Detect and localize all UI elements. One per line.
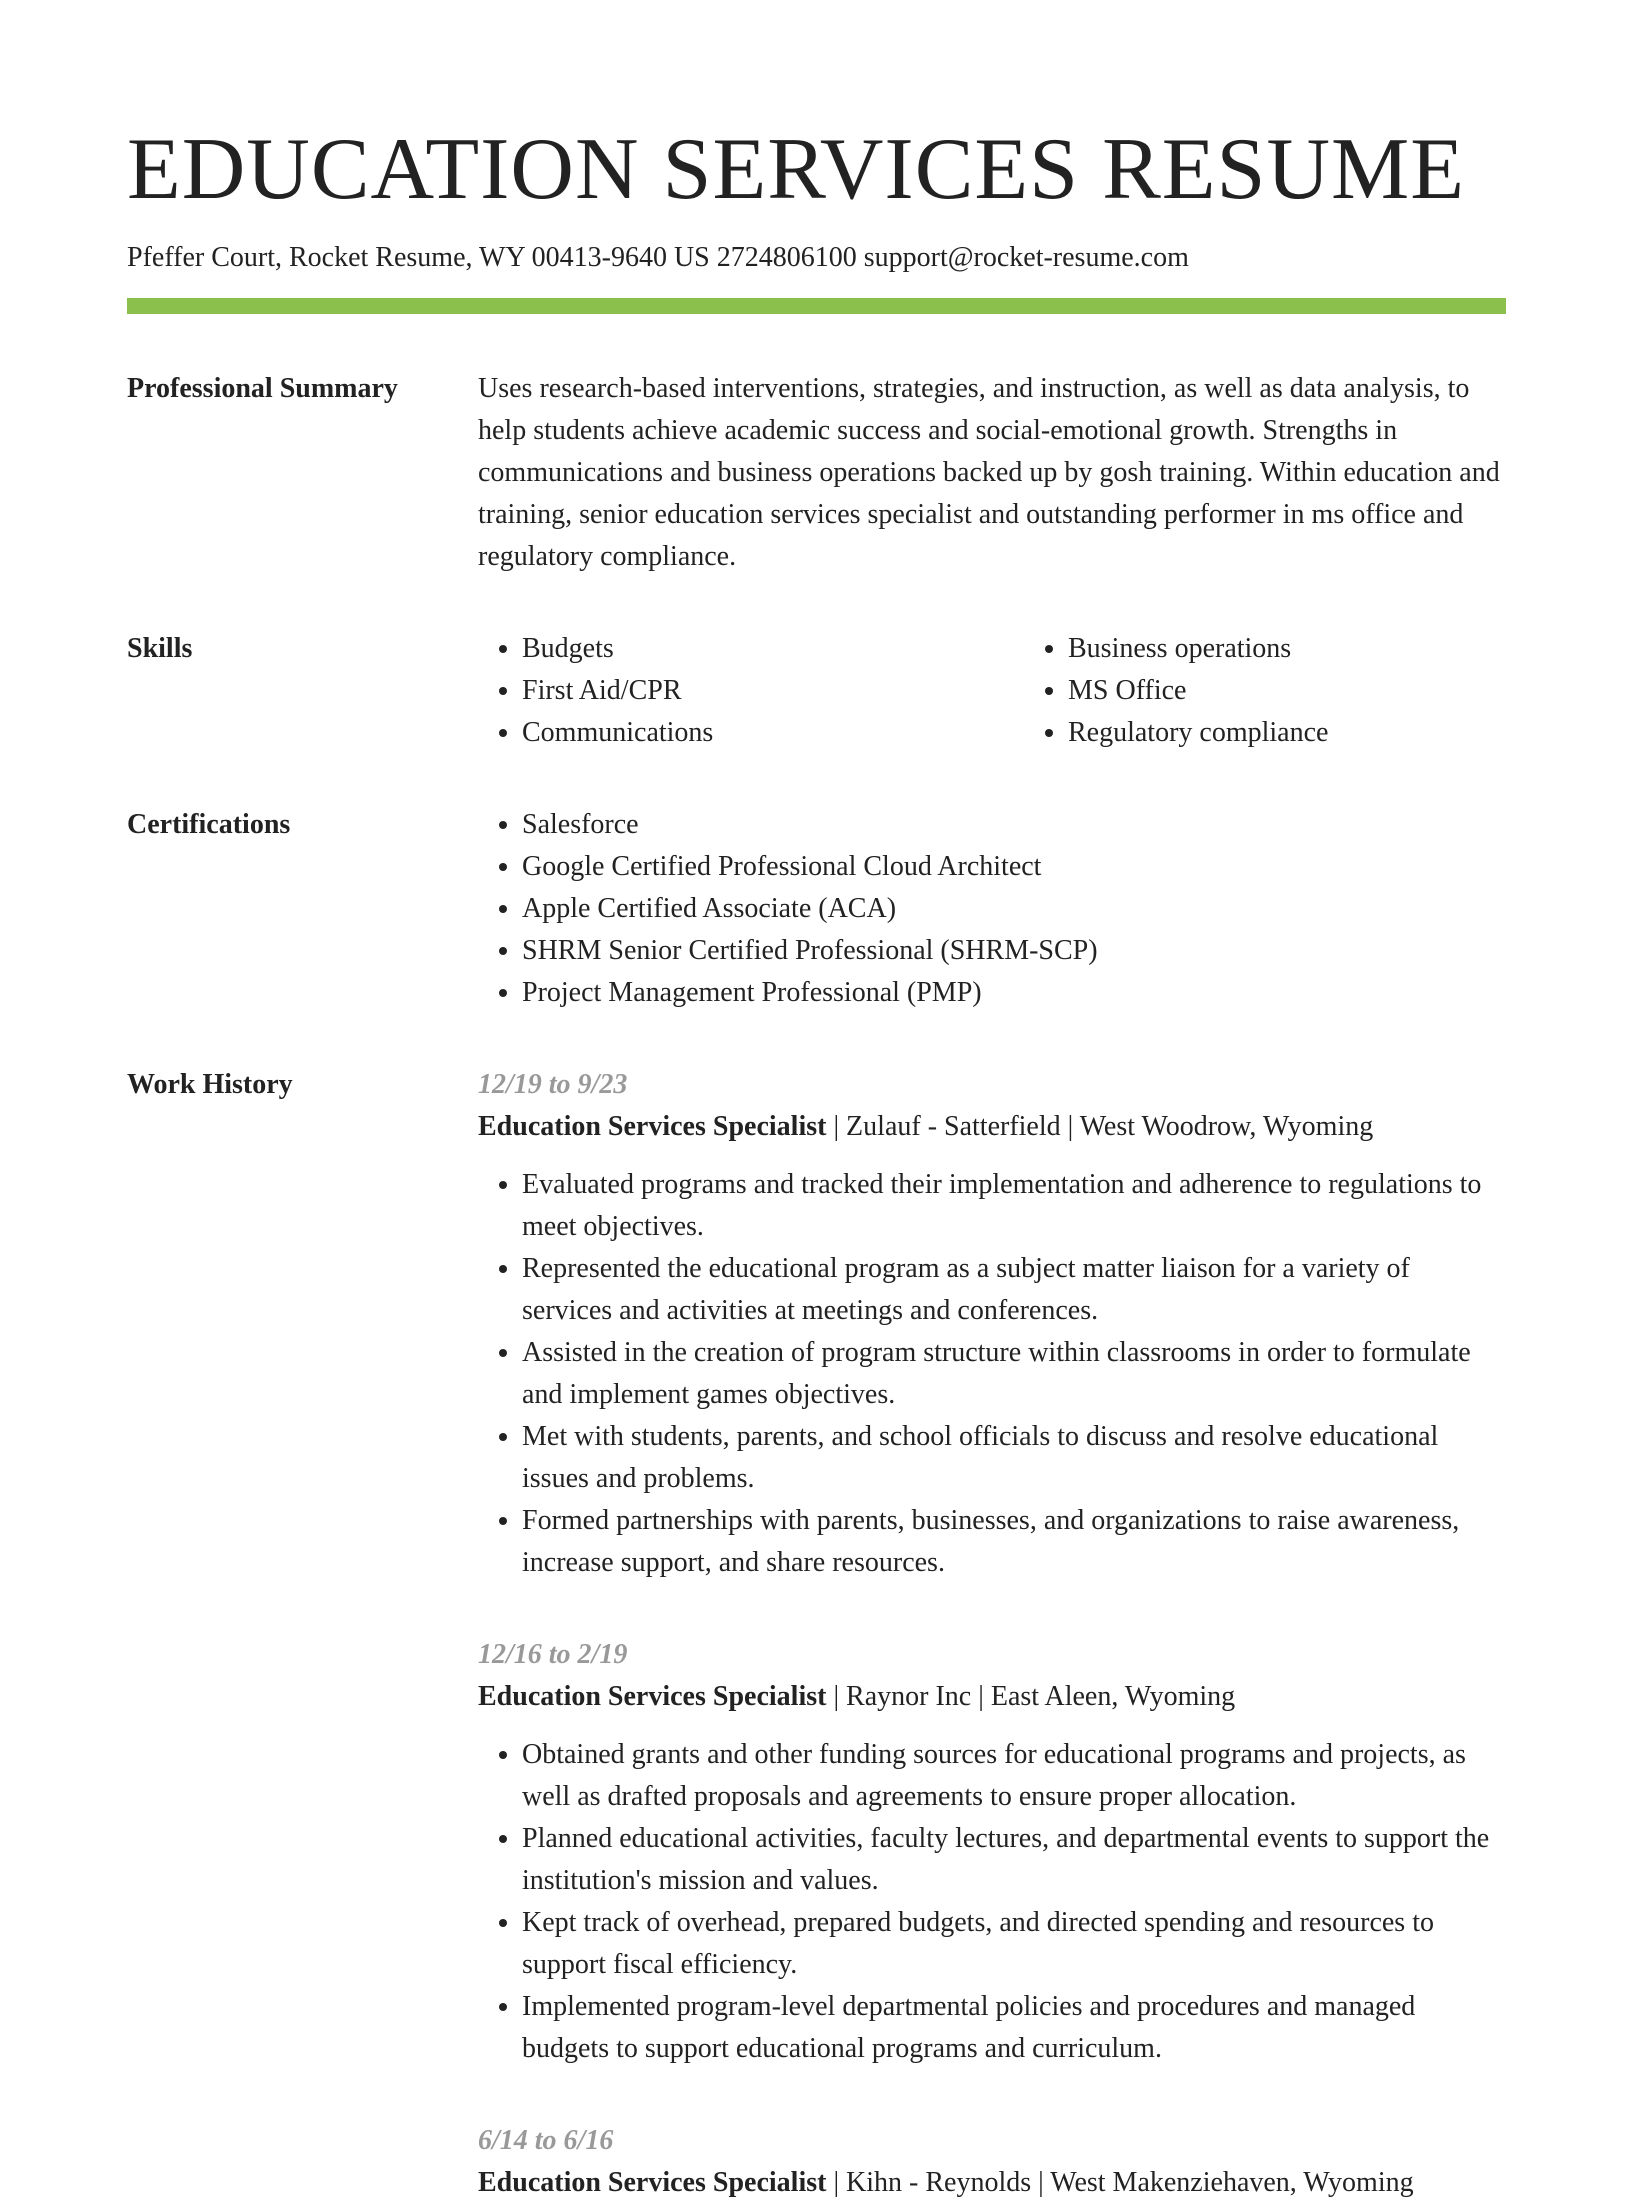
skill-item: • First Aid/CPR (522, 670, 1024, 712)
job-bullets (478, 1164, 1506, 1584)
job-heading (478, 2162, 1506, 2204)
skill-item: • Regulatory compliance (1068, 712, 1570, 754)
job-employer-location: | Zulauf - Satterfield | West Woodrow, Wyoming (826, 1111, 1374, 1142)
job-title: Education Services Specialist (478, 1681, 827, 1712)
certification-item: • Apple Certified Associate (ACA) (522, 888, 1506, 930)
section-label-certifications: Certifications (127, 809, 291, 840)
contact-line: Pfeffer Court, Rocket Resume, WY 00413-9640 US 2724806100 support@rocket-resume.com (127, 242, 1189, 273)
job-bullet: • Kept track of overhead, prepared budgets, and directed spending and resources to support fiscal efficiency. (522, 1902, 1506, 1986)
summary-section (127, 368, 1506, 578)
job-heading (478, 1676, 1506, 1718)
job-bullet: • Represented the educational program as a subject matter liaison for a variety of services and activities at meetings and conferences. (522, 1248, 1506, 1332)
section-label-skills: Skills (127, 633, 193, 664)
job-entry (478, 1634, 1506, 2070)
summary-content (478, 368, 1506, 578)
skills-content (478, 628, 1570, 754)
work-history-content (478, 1064, 1506, 2204)
job-bullets (478, 1734, 1506, 2070)
summary-text: Uses research-based interventions, strategies, and instruction, as well as data analysis, to help students achieve academic success and social-emotional growth. Strengths in communications and business operations backed up by gosh training. Within education and training, senior education services specialist and outstanding performer in ms office and regulatory compliance. (478, 373, 1500, 572)
job-entry (478, 1064, 1506, 1584)
certification-item: • Google Certified Professional Cloud Architect (522, 846, 1506, 888)
job-bullet: • Evaluated programs and tracked their implementation and adherence to regulations to meet objectives. (522, 1164, 1506, 1248)
work-history-section (127, 1064, 1506, 2204)
skill-item: • MS Office (1068, 670, 1570, 712)
job-employer-location: | Kihn - Reynolds | West Makenziehaven, Wyoming (826, 2167, 1414, 2198)
job-bullet: • Formed partnerships with parents, businesses, and organizations to raise awareness, increase support, and share resources. (522, 1500, 1506, 1584)
skills-list-right (1024, 628, 1570, 754)
job-employer-location: | Raynor Inc | East Aleen, Wyoming (826, 1681, 1236, 1712)
section-label-work-history: Work History (127, 1069, 293, 1100)
job-dates: 12/16 to 2/19 (478, 1639, 628, 1670)
certification-item: • Project Management Professional (PMP) (522, 972, 1506, 1014)
job-bullet: • Assisted in the creation of program structure within classrooms in order to formulate and implement games objectives. (522, 1332, 1506, 1416)
skill-item: • Budgets (522, 628, 1024, 670)
job-dates: 6/14 to 6/16 (478, 2125, 614, 2156)
certifications-content (478, 804, 1506, 1014)
resume-title: EDUCATION SERVICES RESUME (127, 121, 1466, 218)
job-dates: 12/19 to 9/23 (478, 1069, 628, 1100)
job-bullet: • Implemented program-level departmental policies and procedures and managed budgets to support educational programs and curriculum. (522, 1986, 1506, 2070)
section-label-summary: Professional Summary (127, 373, 398, 404)
job-heading (478, 1106, 1506, 1148)
job-entry (478, 2120, 1506, 2204)
skills-section (127, 628, 1506, 754)
job-bullet: • Obtained grants and other funding sources for educational programs and projects, as well as drafted proposals and agreements to ensure proper allocation. (522, 1734, 1506, 1818)
certification-item: • SHRM Senior Certified Professional (SHRM-SCP) (522, 930, 1506, 972)
certifications-section (127, 804, 1506, 1014)
job-title: Education Services Specialist (478, 1111, 827, 1142)
certifications-list (478, 804, 1506, 1014)
job-bullet: • Planned educational activities, faculty lectures, and departmental events to support the institution's mission and values. (522, 1818, 1506, 1902)
job-bullet: • Met with students, parents, and school officials to discuss and resolve educational issues and problems. (522, 1416, 1506, 1500)
skill-item: • Communications (522, 712, 1024, 754)
skill-item: • Business operations (1068, 628, 1570, 670)
skills-list-left (478, 628, 1024, 754)
certification-item: • Salesforce (522, 804, 1506, 846)
accent-divider (127, 298, 1506, 314)
job-title: Education Services Specialist (478, 2167, 827, 2198)
